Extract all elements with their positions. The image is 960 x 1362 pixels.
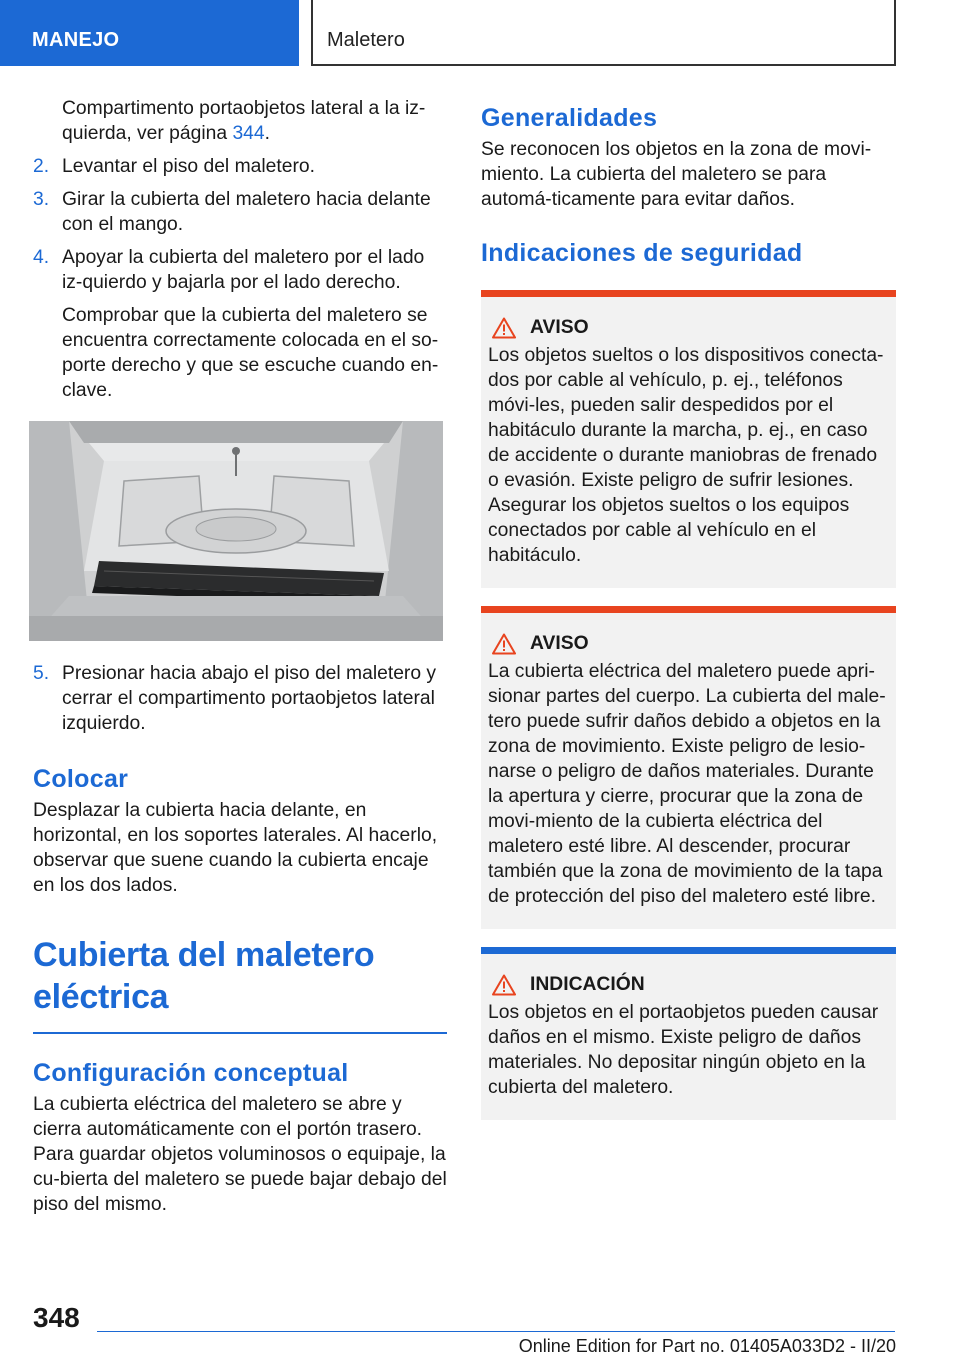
notice-text: Los objetos en el portaobjetos pueden causar daños en el mismo. Existe peligro de daños materiales. No depositar ningún objeto en la cubierta del maletero. xyxy=(488,1002,879,1098)
step-number: 4. xyxy=(33,247,50,268)
step-number: 5. xyxy=(33,663,50,684)
chapter-heading: Cubierta del maletero eléctrica xyxy=(33,936,375,1016)
warning-triangle-icon xyxy=(492,633,516,655)
step-text: Apoyar la cubierta del maletero por el lado iz-quierdo y bajarla por el lado derecho. xyxy=(62,247,425,293)
step-text: Presionar hacia abajo el piso del maletero y cerrar el compartimento portaobjetos lateral izquierdo. xyxy=(62,663,437,734)
step-text: Girar la cubierta del maletero hacia delante con el mango. xyxy=(62,189,431,235)
info-notice xyxy=(481,947,896,1120)
config-text: La cubierta eléctrica del maletero se abre y cierra automáticamente con el portón trasero. Para guardar objetos voluminosos o equipaje, la cu-bierta del maletero se puede bajar debajo del piso del mismo. xyxy=(33,1094,447,1215)
notice-title: AVISO xyxy=(530,633,589,654)
list-item xyxy=(33,187,447,237)
list-item xyxy=(33,661,447,736)
step-text: Levantar el piso del maletero. xyxy=(62,156,315,177)
intro-end: . xyxy=(264,123,270,144)
chapter-title: Maletero xyxy=(311,0,896,66)
list-item xyxy=(33,245,447,295)
heading-divider xyxy=(33,1032,447,1034)
intro-text xyxy=(33,96,447,146)
steps-list-2 xyxy=(33,661,447,736)
intro-line1: Compartimento portaobjetos lateral a la iz- xyxy=(62,98,426,119)
footer-divider xyxy=(97,1331,895,1332)
warning-notice xyxy=(481,606,896,929)
colocar-text: Desplazar la cubierta hacia delante, en horizontal, en los soportes laterales. Al hacerlo, observar que suene cuando la cubierta encaje en los dos lados. xyxy=(33,800,438,896)
intro-line2: quierda, ver página xyxy=(62,123,233,144)
page-header xyxy=(0,0,960,66)
warning-notice xyxy=(481,290,896,588)
right-column xyxy=(481,96,896,1138)
notice-title: INDICACIÓN xyxy=(530,974,645,995)
steps-list xyxy=(33,154,447,295)
trunk-illustration xyxy=(29,421,443,641)
section-tab[interactable]: MANEJO xyxy=(0,0,299,66)
config-heading: Configuración conceptual xyxy=(33,1059,349,1087)
notice-title: AVISO xyxy=(530,317,589,338)
left-column xyxy=(33,96,447,1217)
step-number: 3. xyxy=(33,189,50,210)
page-number: 348 xyxy=(33,1302,80,1333)
step-number: 2. xyxy=(33,156,50,177)
general-heading: Generalidades xyxy=(481,104,658,132)
step4-note: Comprobar que la cubierta del maletero se encuentra correctamente colocada en el so-porte derecho y que se escuche cuando en-clave. xyxy=(62,305,439,401)
warning-triangle-icon xyxy=(492,317,516,339)
safety-heading: Indicaciones de seguridad xyxy=(481,239,803,267)
page-reference-link[interactable]: 344 xyxy=(232,123,265,144)
notice-text: Los objetos sueltos o los dispositivos conecta-dos por cable al vehículo, p. ej., teléfonos móvi-les, pueden salir despedidos por el habitáculo durante la marcha, p. ej., en caso de accidente o durante maniobras de frenado o evasión. Existe peligro de sufrir lesiones. Asegurar los objetos sueltos o los equipos conectados por cable al vehículo en el habitáculo. xyxy=(488,345,884,566)
colocar-heading: Colocar xyxy=(33,765,129,793)
warning-triangle-icon xyxy=(492,974,516,996)
general-text: Se reconocen los objetos en la zona de movi-miento. La cubierta del maletero se para automá-ticamente para evitar daños. xyxy=(481,139,872,210)
list-item xyxy=(33,154,447,179)
notice-text: La cubierta eléctrica del maletero puede apri-sionar partes del cuerpo. La cubierta del male-tero puede sufrir daños debido a objetos en la zona de movimiento. Existe peligro de lesio-narse o peligro de daños materiales. Durante la apertura y cierre, procurar que la zona de movi-miento de la cubierta eléctrica del maletero esté libre. Al descender, procurar también que la zona de movimiento de la tapa de protección del piso del maletero esté libre. xyxy=(488,661,886,907)
footer-edition: Online Edition for Part no. 01405A033D2 - II/20 xyxy=(518,1336,896,1356)
